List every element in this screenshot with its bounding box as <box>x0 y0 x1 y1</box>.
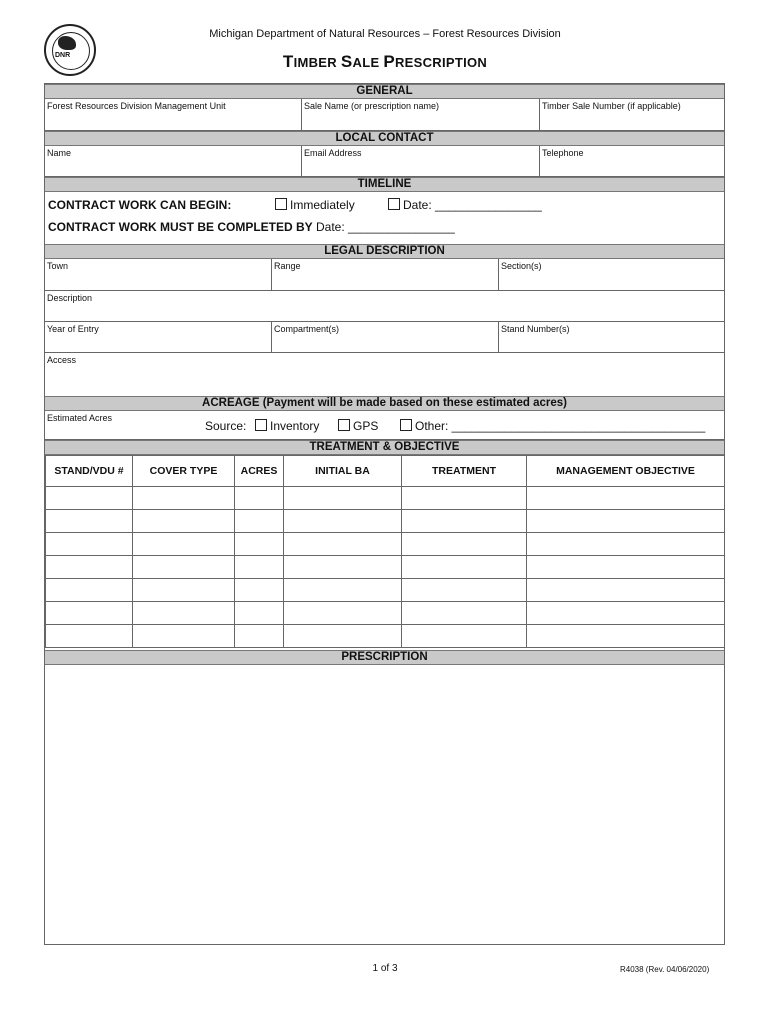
table-cell[interactable] <box>527 579 725 602</box>
inventory-option[interactable]: Inventory <box>255 419 319 433</box>
column-header: STAND/VDU # <box>46 456 133 487</box>
section-treatment-heading: TREATMENT & OBJECTIVE <box>45 440 724 455</box>
treatment-header-row <box>46 456 725 487</box>
table-cell[interactable] <box>235 556 284 579</box>
section-timeline-heading: TIMELINE <box>45 177 724 192</box>
column-header: MANAGEMENT OBJECTIVE <box>527 456 725 487</box>
table-cell[interactable] <box>46 533 133 556</box>
other-option[interactable]: Other: ______________________________________ <box>400 419 705 433</box>
table-cell[interactable] <box>284 533 402 556</box>
completion-date-field[interactable]: Date: ________________ <box>316 220 455 234</box>
table-cell[interactable] <box>284 602 402 625</box>
work-begin-label: CONTRACT WORK CAN BEGIN: <box>48 198 232 212</box>
table-cell[interactable] <box>527 556 725 579</box>
table-row <box>46 533 725 556</box>
acreage-row <box>45 411 724 440</box>
gps-option[interactable]: GPS <box>338 419 378 433</box>
table-cell[interactable] <box>235 487 284 510</box>
dnr-seal-logo: DNR <box>44 24 96 76</box>
begin-date-option[interactable]: Date: ________________ <box>388 198 542 212</box>
table-cell[interactable] <box>402 533 527 556</box>
treatment-table <box>45 455 725 648</box>
table-cell[interactable] <box>402 625 527 648</box>
agency-header: Michigan Department of Natural Resources – Forest Resources Division <box>209 28 561 40</box>
table-cell[interactable] <box>133 510 235 533</box>
table-cell[interactable] <box>402 602 527 625</box>
town-field[interactable]: Town <box>47 261 69 271</box>
table-row <box>46 510 725 533</box>
table-row <box>46 602 725 625</box>
year-of-entry-field[interactable]: Year of Entry <box>47 324 99 334</box>
email-address-field[interactable]: Email Address <box>301 146 539 176</box>
legal-row-2 <box>45 291 724 322</box>
table-cell[interactable] <box>46 556 133 579</box>
table-cell[interactable] <box>402 487 527 510</box>
table-cell[interactable] <box>235 533 284 556</box>
inventory-checkbox[interactable] <box>255 419 267 431</box>
table-row <box>46 556 725 579</box>
table-cell[interactable] <box>235 625 284 648</box>
table-cell[interactable] <box>133 556 235 579</box>
table-cell[interactable] <box>284 510 402 533</box>
gps-checkbox[interactable] <box>338 419 350 431</box>
column-header: INITIAL BA <box>284 456 402 487</box>
table-cell[interactable] <box>133 487 235 510</box>
prescription-text-area[interactable] <box>45 665 724 944</box>
legal-row-1 <box>45 259 724 291</box>
estimated-acres-field[interactable]: Estimated Acres <box>47 413 113 423</box>
table-cell[interactable] <box>235 602 284 625</box>
table-cell[interactable] <box>235 510 284 533</box>
management-unit-field[interactable]: Forest Resources Division Management Unit <box>47 101 226 111</box>
table-cell[interactable] <box>235 579 284 602</box>
table-cell[interactable] <box>402 579 527 602</box>
begin-date-checkbox[interactable] <box>388 198 400 210</box>
table-cell[interactable] <box>284 487 402 510</box>
table-cell[interactable] <box>46 625 133 648</box>
immediately-option[interactable]: Immediately <box>275 198 355 212</box>
prescription-form <box>44 83 725 945</box>
other-checkbox[interactable] <box>400 419 412 431</box>
column-header: TREATMENT <box>402 456 527 487</box>
column-header: ACRES <box>235 456 284 487</box>
legal-row-3 <box>45 322 724 353</box>
local-contact-row <box>45 146 724 177</box>
table-cell[interactable] <box>46 487 133 510</box>
table-cell[interactable] <box>527 602 725 625</box>
contact-name-field[interactable]: Name <box>47 148 72 158</box>
general-row <box>45 99 724 131</box>
section-general-heading: GENERAL <box>45 84 724 99</box>
section-acreage-heading: ACREAGE (Payment will be made based on these estimated acres) <box>45 396 724 411</box>
table-cell[interactable] <box>46 602 133 625</box>
work-completed-label: CONTRACT WORK MUST BE COMPLETED BY Date: ________________ <box>48 220 455 234</box>
table-cell[interactable] <box>133 579 235 602</box>
section-legal-heading: LEGAL DESCRIPTION <box>45 244 724 259</box>
table-cell[interactable] <box>284 556 402 579</box>
table-row <box>46 487 725 510</box>
range-field[interactable]: Range <box>271 259 498 290</box>
section-local-contact-heading: LOCAL CONTACT <box>45 131 724 146</box>
page-number: 1 of 3 <box>372 963 398 974</box>
table-row <box>46 579 725 602</box>
sale-name-field[interactable]: Sale Name (or prescription name) <box>301 99 539 130</box>
sections-field[interactable]: Section(s) <box>498 259 724 290</box>
form-revision: R4038 (Rev. 04/06/2020) <box>620 965 710 974</box>
table-cell[interactable] <box>402 556 527 579</box>
legal-row-4 <box>45 353 724 396</box>
table-cell[interactable] <box>527 510 725 533</box>
table-cell[interactable] <box>284 579 402 602</box>
telephone-field[interactable]: Telephone <box>539 146 724 176</box>
table-row <box>46 625 725 648</box>
timber-sale-number-field[interactable]: Timber Sale Number (if applicable) <box>539 99 724 130</box>
description-field[interactable]: Description <box>47 293 93 303</box>
table-cell[interactable] <box>402 510 527 533</box>
immediately-checkbox[interactable] <box>275 198 287 210</box>
table-cell[interactable] <box>284 625 402 648</box>
table-cell[interactable] <box>133 602 235 625</box>
table-cell[interactable] <box>527 625 725 648</box>
page-title: TIMBER SALE PRESCRIPTION <box>282 52 488 71</box>
access-field[interactable]: Access <box>47 355 77 365</box>
table-cell[interactable] <box>133 625 235 648</box>
table-cell[interactable] <box>133 533 235 556</box>
table-cell[interactable] <box>46 510 133 533</box>
table-cell[interactable] <box>527 487 725 510</box>
stand-numbers-field[interactable]: Stand Number(s) <box>498 322 724 352</box>
table-cell[interactable] <box>527 533 725 556</box>
compartments-field[interactable]: Compartment(s) <box>271 322 498 352</box>
acreage-source-label: Source: <box>205 419 247 433</box>
column-header: COVER TYPE <box>133 456 235 487</box>
table-cell[interactable] <box>46 579 133 602</box>
section-prescription-heading: PRESCRIPTION <box>45 650 724 665</box>
